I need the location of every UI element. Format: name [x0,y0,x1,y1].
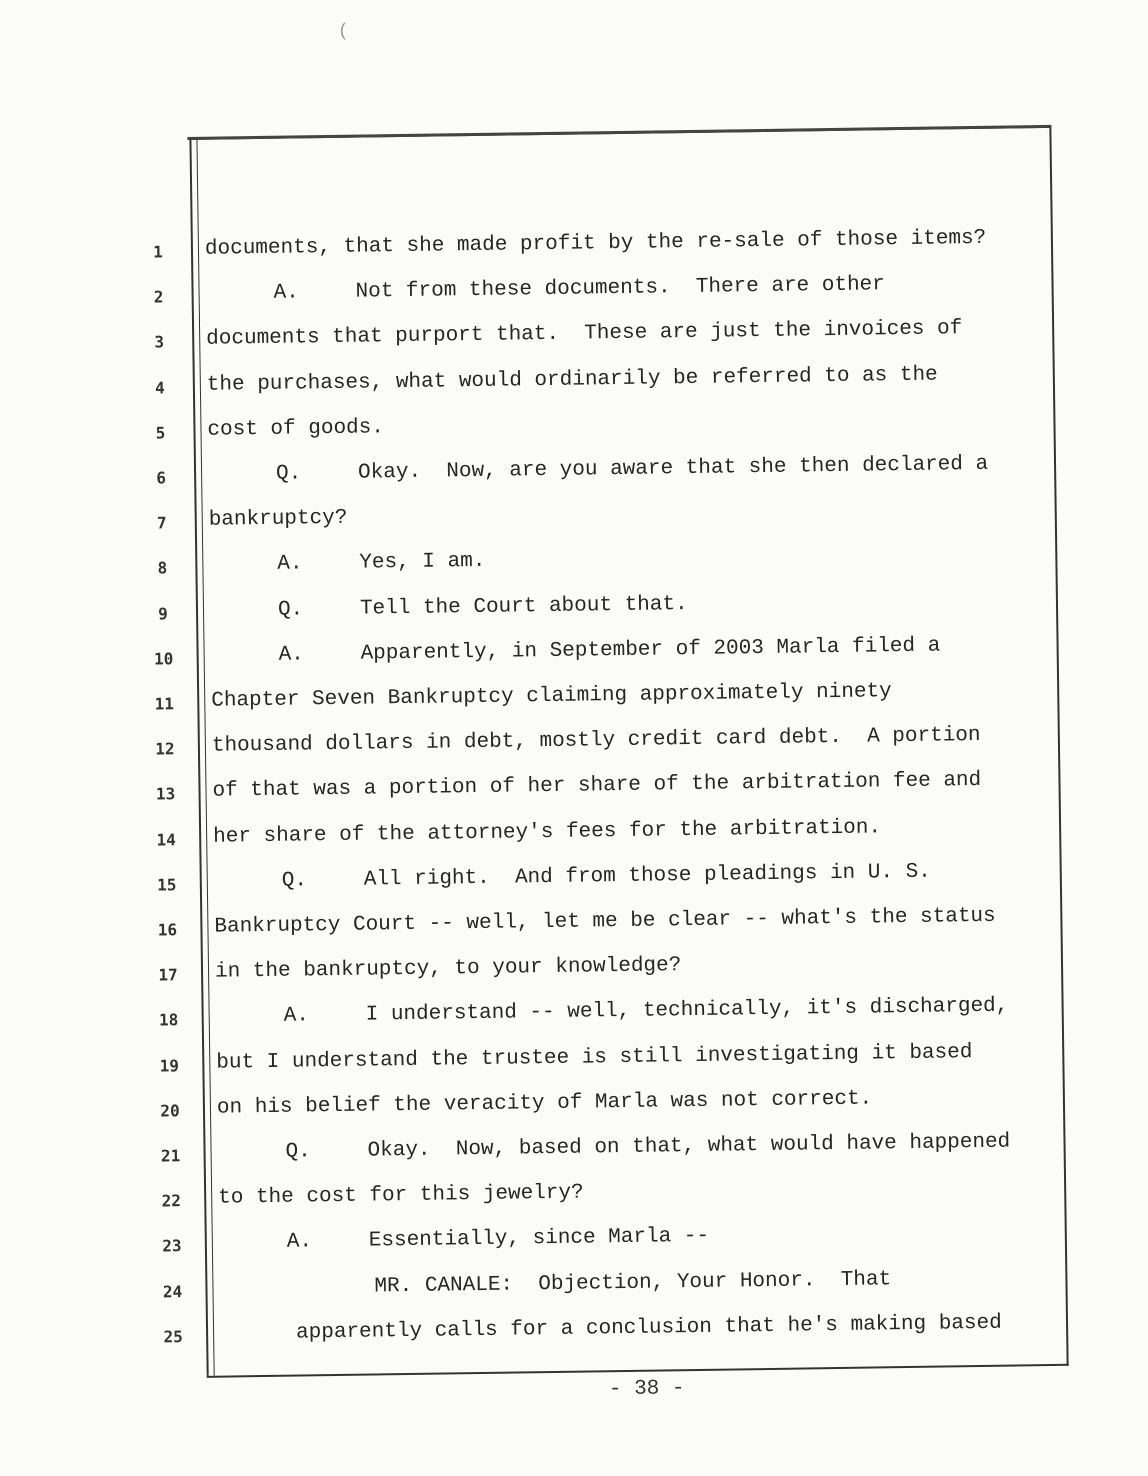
line-number: 20 [160,1100,180,1121]
line-number: 4 [154,377,165,398]
transcript-line-text: the purchases, what would ordinarily be referred to as the [206,363,938,397]
transcript-line-text: her share of the attorney's fees for the arbitration. [213,815,882,849]
transcript-line-text: documents that purport that. These are just the invoices of [206,317,963,352]
transcript-line-text: All right. And from those pleadings in U. S. [363,860,931,892]
transcript-line-text: Essentially, since Marla -- [368,1225,710,1253]
transcript-line-text: Okay. Now, are you aware that she then declared a [357,452,989,485]
line-number: 1 [153,242,163,262]
line-number: 15 [157,875,177,895]
line-number: 17 [158,965,178,985]
speaker-label: A. [273,281,299,305]
line-number: 11 [154,694,175,714]
line-number: 21 [160,1146,181,1166]
transcript-line-text: to the cost for this jewelry? [218,1181,584,1210]
line-number: 24 [162,1281,183,1302]
line-number: 3 [154,332,165,352]
line-number: 13 [155,784,176,804]
line-number: 9 [158,603,168,624]
transcript-line-text: I understand -- well, technically, it's discharged, [365,994,1009,1027]
transcript-line-text: Tell the Court about that. [359,592,688,621]
transcript-line-text: MR. CANALE: Objection, Your Honor. That [374,1267,892,1299]
transcript-line-text: Yes, I am. [359,550,486,576]
line-number: 14 [156,829,176,850]
transcript-line-text: thousand dollars in debt, mostly credit card debt. A portion [211,724,981,758]
transcript-line-text: in the bankruptcy, to your knowledge? [214,954,682,984]
line-number: 16 [157,920,178,940]
speaker-label: Q. [281,869,308,893]
transcript-line-text: Okay. Now, based on that, what would have happened [367,1130,1011,1163]
transcript-line-text: Chapter Seven Bankruptcy claiming approximately ninety [211,680,892,713]
transcript-line-text: cost of goods. [207,416,385,442]
line-number: 12 [155,739,175,759]
speaker-label: Q. [275,462,302,486]
transcript-line-text: documents, that she made profit by the re-sale of those items? [204,226,987,261]
line-number: 6 [156,468,167,488]
line-number: 8 [157,558,168,578]
line-number: 10 [153,649,174,669]
transcript-line-text: apparently calls for a conclusion that he's making based [295,1311,1002,1345]
transcript-line-text: but I understand the trustee is still investigating it based [216,1040,973,1075]
transcript-line-text: Apparently, in September of 2003 Marla filed a [360,634,941,666]
speaker-label: Q. [277,598,304,622]
speaker-label: Q. [285,1140,311,1164]
line-number: 5 [155,423,166,443]
transcript-line-text: of that was a portion of her share of the arbitration fee and [212,769,982,804]
line-number: 19 [159,1055,180,1076]
transcript-line-text: bankruptcy? [208,506,348,532]
line-number: 23 [162,1236,182,1256]
line-number: 18 [158,1010,179,1030]
transcript-line-text: Bankruptcy Court -- well, let me be clear -- what's the status [214,904,996,939]
speaker-label: A. [277,552,303,577]
transcript-line-text: Not from these documents. There are other [355,273,885,304]
line-number: 25 [163,1326,183,1347]
scan-mark: ( [337,21,349,42]
transcript-line-text: on his belief the veracity of Marla was not correct. [216,1087,873,1120]
speaker-label: A. [283,1004,310,1029]
line-number: 7 [156,513,167,533]
speaker-label: A. [286,1230,313,1255]
line-number: 2 [153,287,164,307]
page-number: - 38 - [608,1377,685,1402]
line-number: 22 [161,1191,182,1211]
speaker-label: A. [278,643,305,667]
